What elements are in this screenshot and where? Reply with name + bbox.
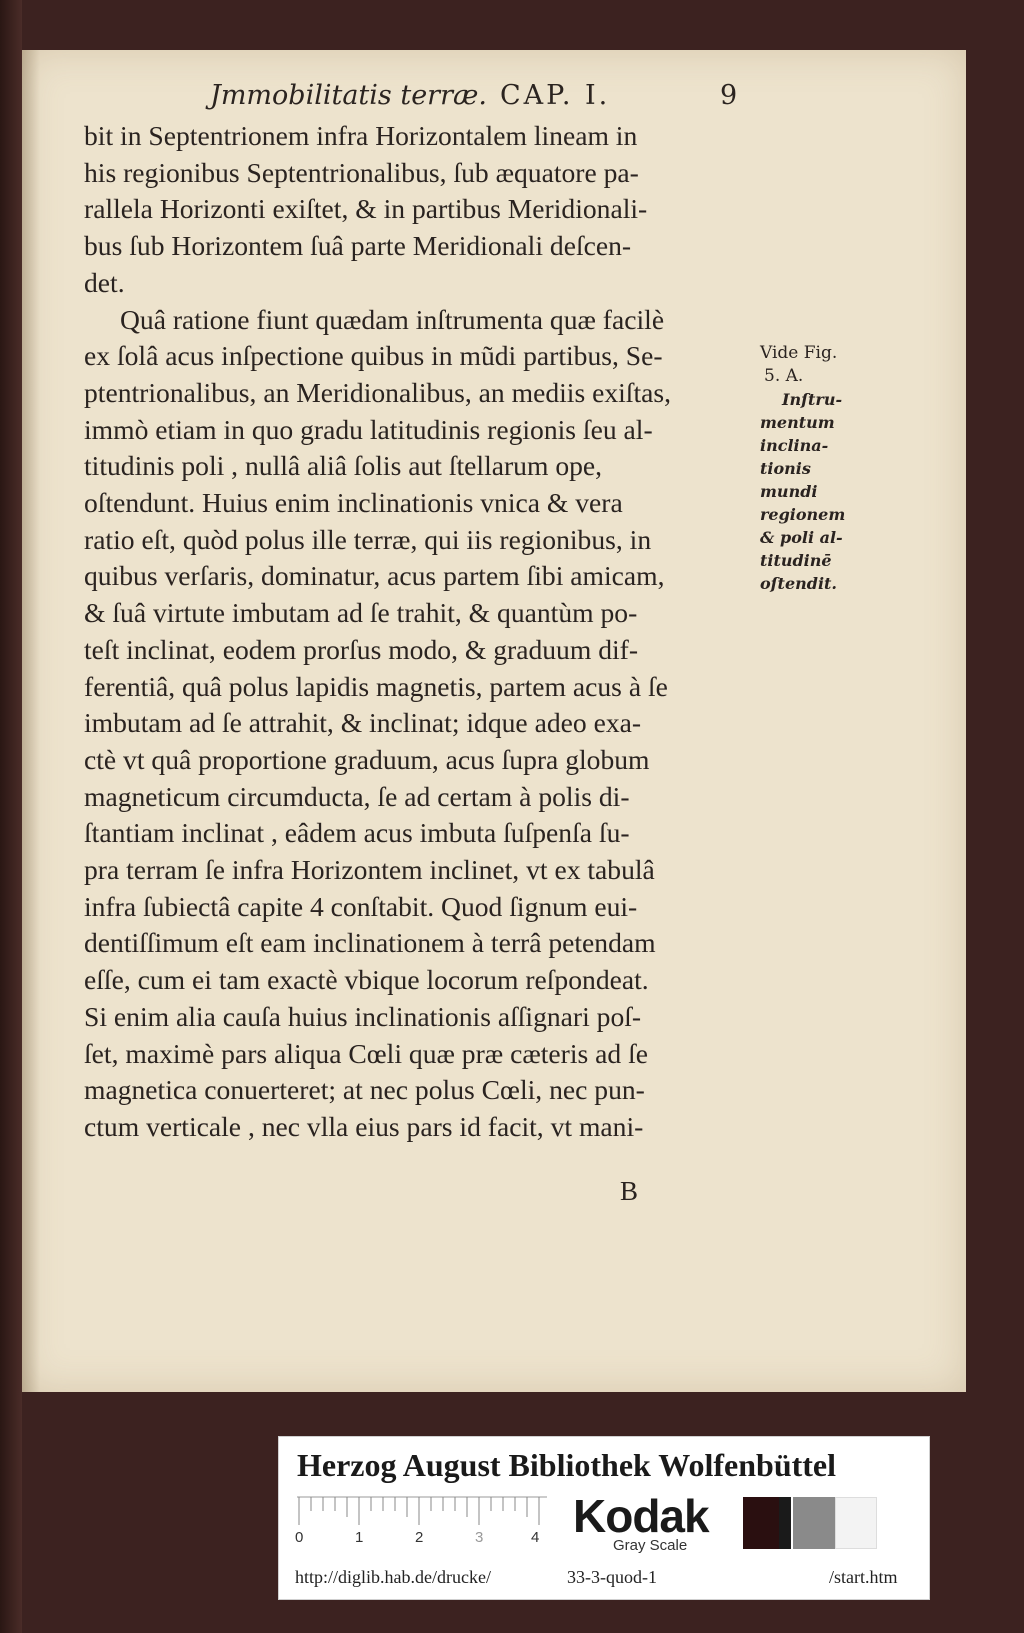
marginal-note-line: tionis	[760, 459, 811, 478]
gray-scale-label: Gray Scale	[613, 1537, 688, 1554]
page-number: 9	[720, 80, 738, 111]
body-text	[84, 118, 744, 1146]
text-line: eſſe, cum ei tam exactè vbique locorum reſpondeat.	[84, 964, 649, 996]
text-line: ſtantiam inclinat , eâdem acus imbuta ſuſpenſa ſu-	[84, 817, 630, 849]
text-line: infra ſubiectâ capite 4 conſtabit. Quod ſignum eui-	[84, 890, 638, 922]
text-line: ptentrionalibus, an Meridionalibus, an mediis exiſtas,	[84, 376, 672, 408]
text-line: his regionibus Septentrionalibus, ſub æquatore pa-	[84, 156, 639, 188]
text-line: Si enim alia cauſa huius inclinationis aſſignari poſ-	[84, 1000, 642, 1032]
ruler-number: 0	[295, 1529, 304, 1546]
gray-swatch-dark	[743, 1497, 779, 1549]
text-line: ctum verticale , nec vlla eius pars id facit, vt mani-	[84, 1110, 644, 1142]
text-line: dentiſſimum eſt eam inclinationem à terrâ petendam	[84, 927, 656, 959]
marginal-note-line: regionem	[760, 505, 846, 524]
book-spine-edge	[0, 0, 22, 1633]
marginal-note-line: mundi	[760, 482, 818, 501]
text-line: bit in Septentrionem infra Horizontalem lineam in	[84, 120, 638, 151]
text-line: ratio eſt, quòd polus ille terræ, qui iis regionibus, in	[84, 523, 652, 555]
page-gutter-shadow	[22, 50, 40, 1392]
running-head-title: Jmmobilitatis terræ.	[210, 80, 487, 111]
marginal-note-line: oſtendit.	[760, 574, 837, 593]
text-line: ſet, maximè pars aliqua Cœli quæ præ cæteris ad ſe	[84, 1037, 649, 1069]
text-line: quibus verſaris, dominatur, acus partem ſibi amicam,	[84, 560, 665, 592]
text-line: & ſuâ virtute imbutam ad ſe trahit, & quantùm po-	[84, 597, 638, 629]
text-line: bus ſub Horizontem ſuâ parte Meridionali deſcen-	[84, 230, 632, 262]
text-line: oſtendunt. Huius enim inclinationis vnica & vera	[84, 487, 623, 519]
text-line: Quâ ratione fiunt quædam inſtrumenta quæ facilè	[120, 303, 665, 335]
marginal-note-line: titudinē	[760, 551, 832, 570]
text-line: ferentiâ, quâ polus lapidis magnetis, partem acus à ſe	[84, 670, 668, 702]
text-line: magnetica conuerteret; at nec polus Cœli, nec pun-	[84, 1074, 645, 1106]
gray-swatch-black	[779, 1497, 791, 1549]
ruler-number: 3	[475, 1529, 484, 1546]
text-line: titudinis poli , nullâ aliâ ſolis aut ſtellarum ope,	[84, 450, 603, 482]
text-line: ex ſolâ acus inſpectione quibus in mũdi partibus, Se-	[84, 340, 663, 372]
marginal-note-line: & poli al-	[760, 528, 843, 547]
kodak-logo: Kodak	[573, 1490, 709, 1542]
marginal-note-line: Inſtru-	[782, 390, 843, 409]
text-line: teſt inclinat, eodem prorſus modo, & graduum dif-	[84, 633, 639, 665]
text-line: magneticum circumducta, ſe ad certam à polis di-	[84, 780, 630, 812]
gray-swatch-mid	[793, 1497, 835, 1549]
running-head-chapter: CAP. I.	[500, 80, 611, 111]
text-line: ctè vt quâ proportione graduum, acus ſupra globum	[84, 743, 650, 775]
marginal-note-line: mentum	[760, 413, 835, 432]
text-line: immò etiam in quo gradu latitudinis regionis ſeu al-	[84, 413, 653, 445]
figure-reference: Vide Fig.	[760, 343, 838, 363]
ruler-number: 2	[415, 1529, 424, 1546]
marginal-note-line: inclina-	[760, 436, 829, 455]
url-shelfmark: 33-3-quod-1	[567, 1567, 657, 1587]
text-line: rallela Horizonti exiſtet, & in partibus Meridionali-	[84, 193, 648, 225]
ruler-number: 4	[531, 1529, 540, 1546]
figure-reference-number: 5. A.	[764, 366, 804, 386]
ruler-number: 1	[355, 1529, 364, 1546]
text-line: det.	[84, 266, 125, 298]
url-suffix: /start.htm	[829, 1567, 898, 1587]
signature-mark: B	[620, 1176, 639, 1206]
marginal-note	[760, 342, 860, 595]
text-line: imbutam ad ſe attrahit, & inclinat; idque adeo exa-	[84, 707, 642, 739]
gray-swatch-light	[835, 1497, 877, 1549]
library-label-card	[278, 1436, 930, 1600]
text-line: pra terram ſe infra Horizontem inclinet, vt ex tabulâ	[84, 854, 655, 886]
library-name: Herzog August Bibliothek Wolfenbüttel	[297, 1447, 837, 1483]
url-base: http://diglib.hab.de/drucke/	[295, 1567, 491, 1587]
